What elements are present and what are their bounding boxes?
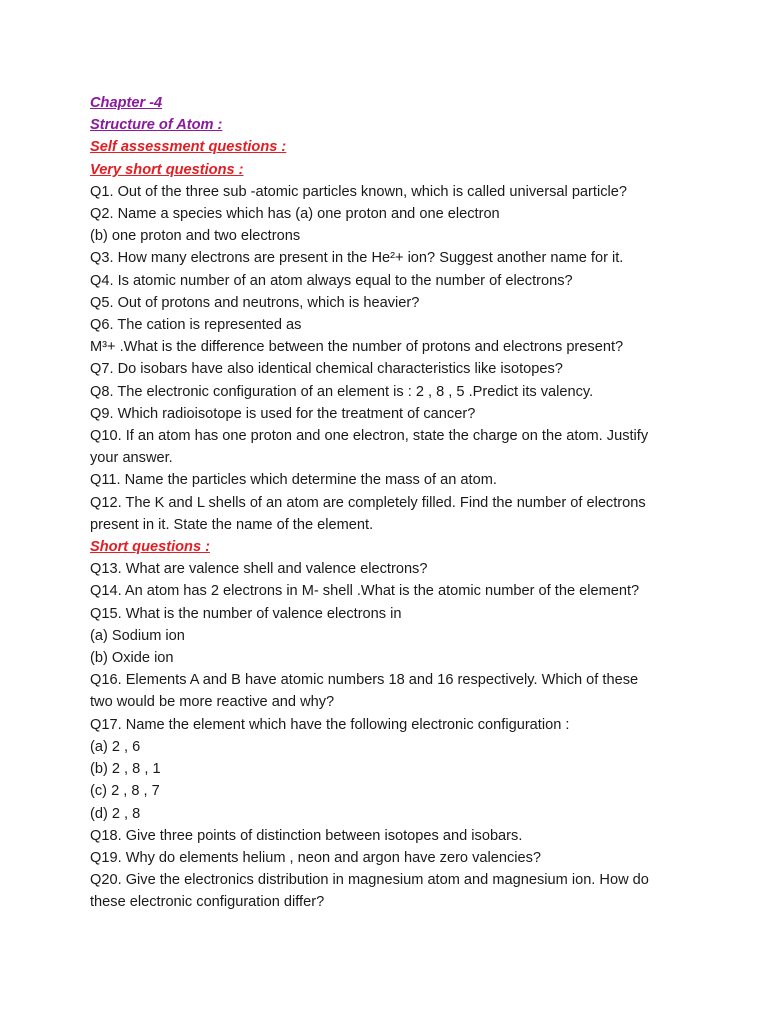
question-20-continued: these electronic configuration differ? xyxy=(90,894,325,911)
question-15-part-a: (a) Sodium ion xyxy=(90,627,185,644)
question-7: Q7. Do isobars have also identical chemical characteristics like isotopes? xyxy=(90,361,563,378)
question-5: Q5. Out of protons and neutrons, which is heavier? xyxy=(90,294,420,311)
question-15: Q15. What is the number of valence electrons in xyxy=(90,605,402,622)
question-15-part-b: (b) Oxide ion xyxy=(90,650,174,667)
very-short-heading: Very short questions : xyxy=(90,161,244,178)
question-17-part-a: (a) 2 , 6 xyxy=(90,738,141,755)
question-8: Q8. The electronic configuration of an element is : 2 , 8 , 5 .Predict its valency. xyxy=(90,383,594,400)
question-17: Q17. Name the element which have the following electronic configuration : xyxy=(90,716,570,733)
question-2: Q2. Name a species which has (a) one proton and one electron xyxy=(90,206,500,223)
question-20: Q20. Give the electronics distribution in magnesium atom and magnesium ion. How do xyxy=(90,872,649,889)
chapter-heading: Chapter -4 xyxy=(90,95,163,111)
short-questions-heading: Short questions : xyxy=(90,539,210,556)
question-19: Q19. Why do elements helium , neon and argon have zero valencies? xyxy=(90,849,542,866)
question-9: Q9. Which radioisotope is used for the treatment of cancer? xyxy=(90,405,476,422)
question-2-part-b: (b) one proton and two electrons xyxy=(90,228,301,245)
question-17-part-b: (b) 2 , 8 , 1 xyxy=(90,761,161,778)
question-6-continued: M³+ .What is the difference between the number of protons and electrons present? xyxy=(90,339,624,356)
question-6: Q6. The cation is represented as xyxy=(90,317,302,334)
question-4: Q4. Is atomic number of an atom always equal to the number of electrons? xyxy=(90,272,573,289)
question-13: Q13. What are valence shell and valence electrons? xyxy=(90,561,428,578)
question-10: Q10. If an atom has one proton and one electron, state the charge on the atom. Justify xyxy=(90,428,649,445)
question-16-continued: two would be more reactive and why? xyxy=(90,694,335,711)
question-11: Q11. Name the particles which determine the mass of an atom. xyxy=(90,472,497,489)
self-assessment-heading: Self assessment questions : xyxy=(90,139,287,156)
question-16: Q16. Elements A and B have atomic numbers 18 and 16 respectively. Which of these xyxy=(90,672,639,689)
question-17-part-c: (c) 2 , 8 , 7 xyxy=(90,783,160,800)
question-14: Q14. An atom has 2 electrons in M- shell .What is the atomic number of the element? xyxy=(90,583,640,600)
question-12-continued: present in it. State the name of the element. xyxy=(90,516,374,533)
title-heading: Structure of Atom : xyxy=(90,117,223,134)
question-1: Q1. Out of the three sub -atomic particles known, which is called universal particle? xyxy=(90,183,627,200)
question-18: Q18. Give three points of distinction between isotopes and isobars. xyxy=(90,827,523,844)
question-12: Q12. The K and L shells of an atom are completely filled. Find the number of electrons xyxy=(90,494,646,511)
question-3: Q3. How many electrons are present in the He²+ ion? Suggest another name for it. xyxy=(90,250,624,267)
question-17-part-d: (d) 2 , 8 xyxy=(90,805,141,822)
question-10-continued: your answer. xyxy=(90,450,173,467)
